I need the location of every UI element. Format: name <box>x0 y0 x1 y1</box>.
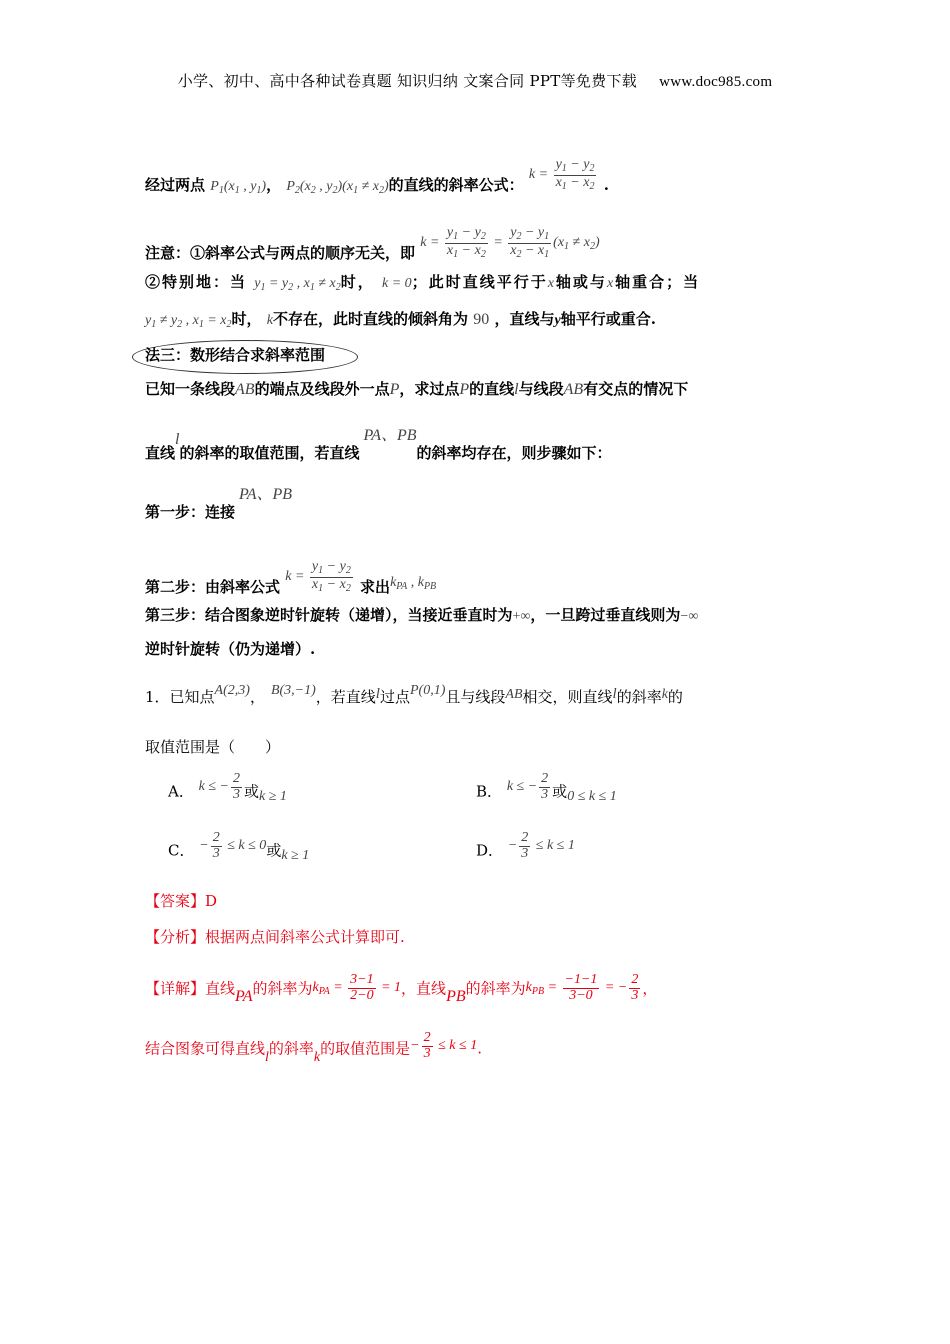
method-title: 法三：数形结合求斜率范围 <box>145 346 326 364</box>
special-case-line-2: $y_1 \ne y_2$ , $x_1 = x_2$时， k不存在，此时直线的倾斜角为 90 ，直线与y轴平行或重合. <box>145 310 656 330</box>
analysis-line: 【分析】根据两点间斜率公式计算即可. <box>145 928 405 946</box>
header-text: 小学、初中、高中各种试卷真题 知识归纳 文案合同 PPT等免费下载 <box>177 72 638 90</box>
step-2: 第二步：由斜率公式 k = $\frac{y_1 - y_2}{x_1 - x_2}$ 求出$k_{PA}$ , $k_{PB}$ <box>145 559 437 597</box>
detail-line: 【详解】直线PA的斜率为$k_{PA}$ = $\frac{3-1}{2-0}$ = 1，直线PB的斜率为$k_{PB}$ = $\frac{-1-1}{3-0}$ = − $\frac{2}{3}$ ， <box>145 972 658 1006</box>
answer-line: 【答案】D <box>145 892 218 910</box>
slope-formula-line: 经过两点 $P_1(x_1$ , $y_1$)， $P_2(x_2$ , $y_2)(x_1 \ne x_2)$的直线的斜率公式： k = $\frac{y_1 - y_2}{x_1 - x_2}$ . <box>145 157 609 197</box>
method-intro-line-2: 直线l的斜率的取值范围，若直线PA、PB的斜率均存在，则步骤如下： <box>145 427 612 462</box>
problem-1-line-1: 1．已知点A(2,3)， B(3,−1)，若直线l过点P(0,1)且与线段AB相交，则直线l的斜率k的 <box>145 683 683 706</box>
conclusion-line: 结合图象可得直线l的斜率k的取值范围是− $\frac{2}{3}$ ≤ k ≤ 1. <box>145 1030 482 1066</box>
step-3-cont: 逆时针旋转（仍为递增）. <box>145 640 316 658</box>
option-a[interactable]: A． k ≤ − $\frac{2}{3}$ 或k ≥ 1 <box>168 771 287 805</box>
option-c[interactable]: C． − $\frac{2}{3}$ ≤ k ≤ 0或k ≥ 1 <box>168 830 310 864</box>
option-d[interactable]: D． − $\frac{2}{3}$ ≤ k ≤ 1 <box>476 830 575 861</box>
problem-1-line-2: 取值范围是（ ） <box>145 738 281 756</box>
special-case-line-1: ②特别地：当 $y_1 = y_2$ , $x_1 \ne x_2$时， k = 0；此时直线平行于x轴或与x轴重合；当 <box>145 273 701 293</box>
page-header <box>0 70 950 91</box>
option-b[interactable]: B． k ≤ − $\frac{2}{3}$ 或0 ≤ k ≤ 1 <box>476 771 617 805</box>
note-line: 注意：①斜率公式与两点的顺序无关，即 k = $\frac{y_1 - y_2}{x_1 - x_2}$ = $\frac{y_2 - y_1}{x_2 - x_1}$ $(x_1 \ne x_2)$ <box>145 225 600 263</box>
math-p1: $P_1(x_1$ , $y_1$) <box>210 179 267 197</box>
step-3: 第三步：结合图象逆时针旋转（递增），当接近垂直时为+∞，一旦跨过垂直线则为−∞ <box>145 606 699 624</box>
method-intro-line-1: 已知一条线段AB的端点及线段外一点P，求过点P的直线l与线段AB有交点的情况下 <box>145 380 689 398</box>
header-url[interactable]: www.doc985.com <box>659 74 773 90</box>
math-slope-formula: k = $\frac{y_1 - y_2}{x_1 - x_2}$ <box>528 157 595 192</box>
step-1: 第一步：连接PA、PB <box>145 486 293 521</box>
math-p2: $P_2(x_2$ , $y_2)(x_1 \ne x_2)$ <box>286 179 389 197</box>
math-symmetric-formula: k = $\frac{y_1 - y_2}{x_1 - x_2}$ = $\frac{y_2 - y_1}{x_2 - x_1}$ $(x_1 \ne x_2)$ <box>420 225 600 260</box>
